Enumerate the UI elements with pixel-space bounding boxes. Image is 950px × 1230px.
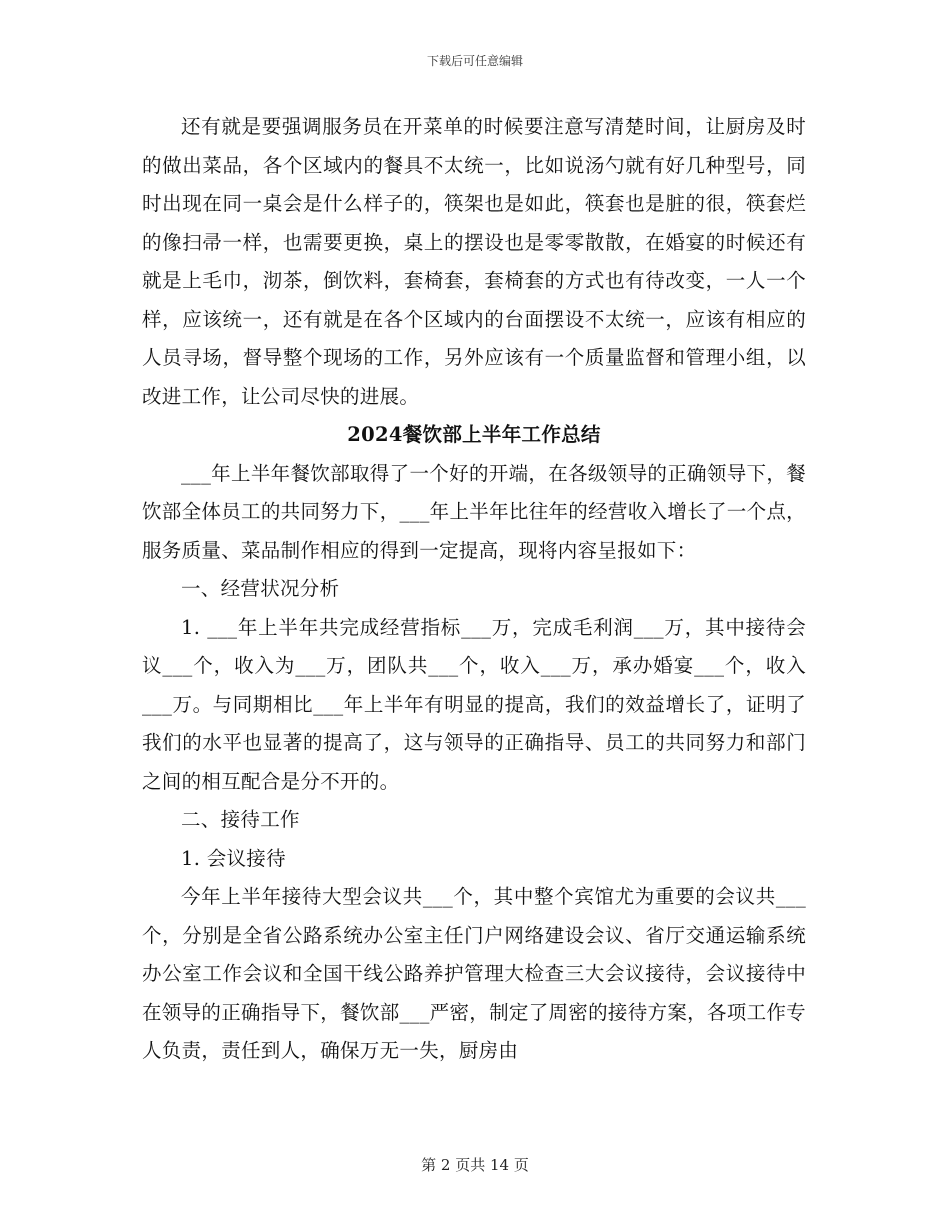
paragraph: 今年上半年接待大型会议共___个，其中整个宾馆尤为重要的会议共___个，分别是全省公路系统办公室主任门户网络建设会议、省厅交通运输系统办公室工作会议和全国干线公路养护管理大检查三大会议接待，会议接待中在领导的正确指导下，餐饮部___严密，制定了周密的接待方案，各项工作专人负责，责任到人，确保万无一失，厨房由 xyxy=(142,885,806,1062)
subsection-heading: 1. 会议接待 xyxy=(181,846,286,870)
paragraph: ___年上半年餐饮部取得了一个好的开端，在各级领导的正确领导下，餐饮部全体员工的共同努力下，___年上半年比往年的经营收入增长了一个点，服务质量、菜品制作相应的得到一定提高，现将内容呈报如下： xyxy=(142,461,806,562)
page-header-note: 下载后可任意编辑 xyxy=(426,54,523,68)
document-body xyxy=(142,108,806,1071)
page-number: 第 2 页共 14 页 xyxy=(421,1156,529,1174)
paragraph: 1. ___年上半年共完成经营指标___万，完成毛利润___万，其中接待会议___个，收入为___万，团队共___个，收入___万，承办婚宴___个，收入___万。与同期相比___年上半年有明显的提高，我们的效益增长了，证明了我们的水平也显著的提高了，这与领导的正确指导、员工的共同努力和部门之间的相互配合是分不开的。 xyxy=(142,615,806,793)
document-title: 2024餐饮部上半年工作总结 xyxy=(347,423,601,446)
paragraph: 还有就是要强调服务员在开菜单的时候要注意写清楚时间，让厨房及时的做出菜品，各个区域内的餐具不太统一，比如说汤勺就有好几种型号，同时出现在同一桌会是什么样子的，筷架也是如此，筷套也是脏的很，筷套烂的像扫帚一样，也需要更换，桌上的摆设也是零零散散，在婚宴的时候还有就是上毛巾，沏茶，倒饮料，套椅套，套椅套的方式也有待改变，一人一个样，应该统一，还有就是在各个区域内的台面摆设不太统一，应该有相应的人员寻场，督导整个现场的工作，另外应该有一个质量监督和管理小组，以改进工作，让公司尽快的进展。 xyxy=(142,115,806,408)
section-heading: 一、经营状况分析 xyxy=(181,577,340,600)
section-heading: 二、接待工作 xyxy=(181,808,300,831)
